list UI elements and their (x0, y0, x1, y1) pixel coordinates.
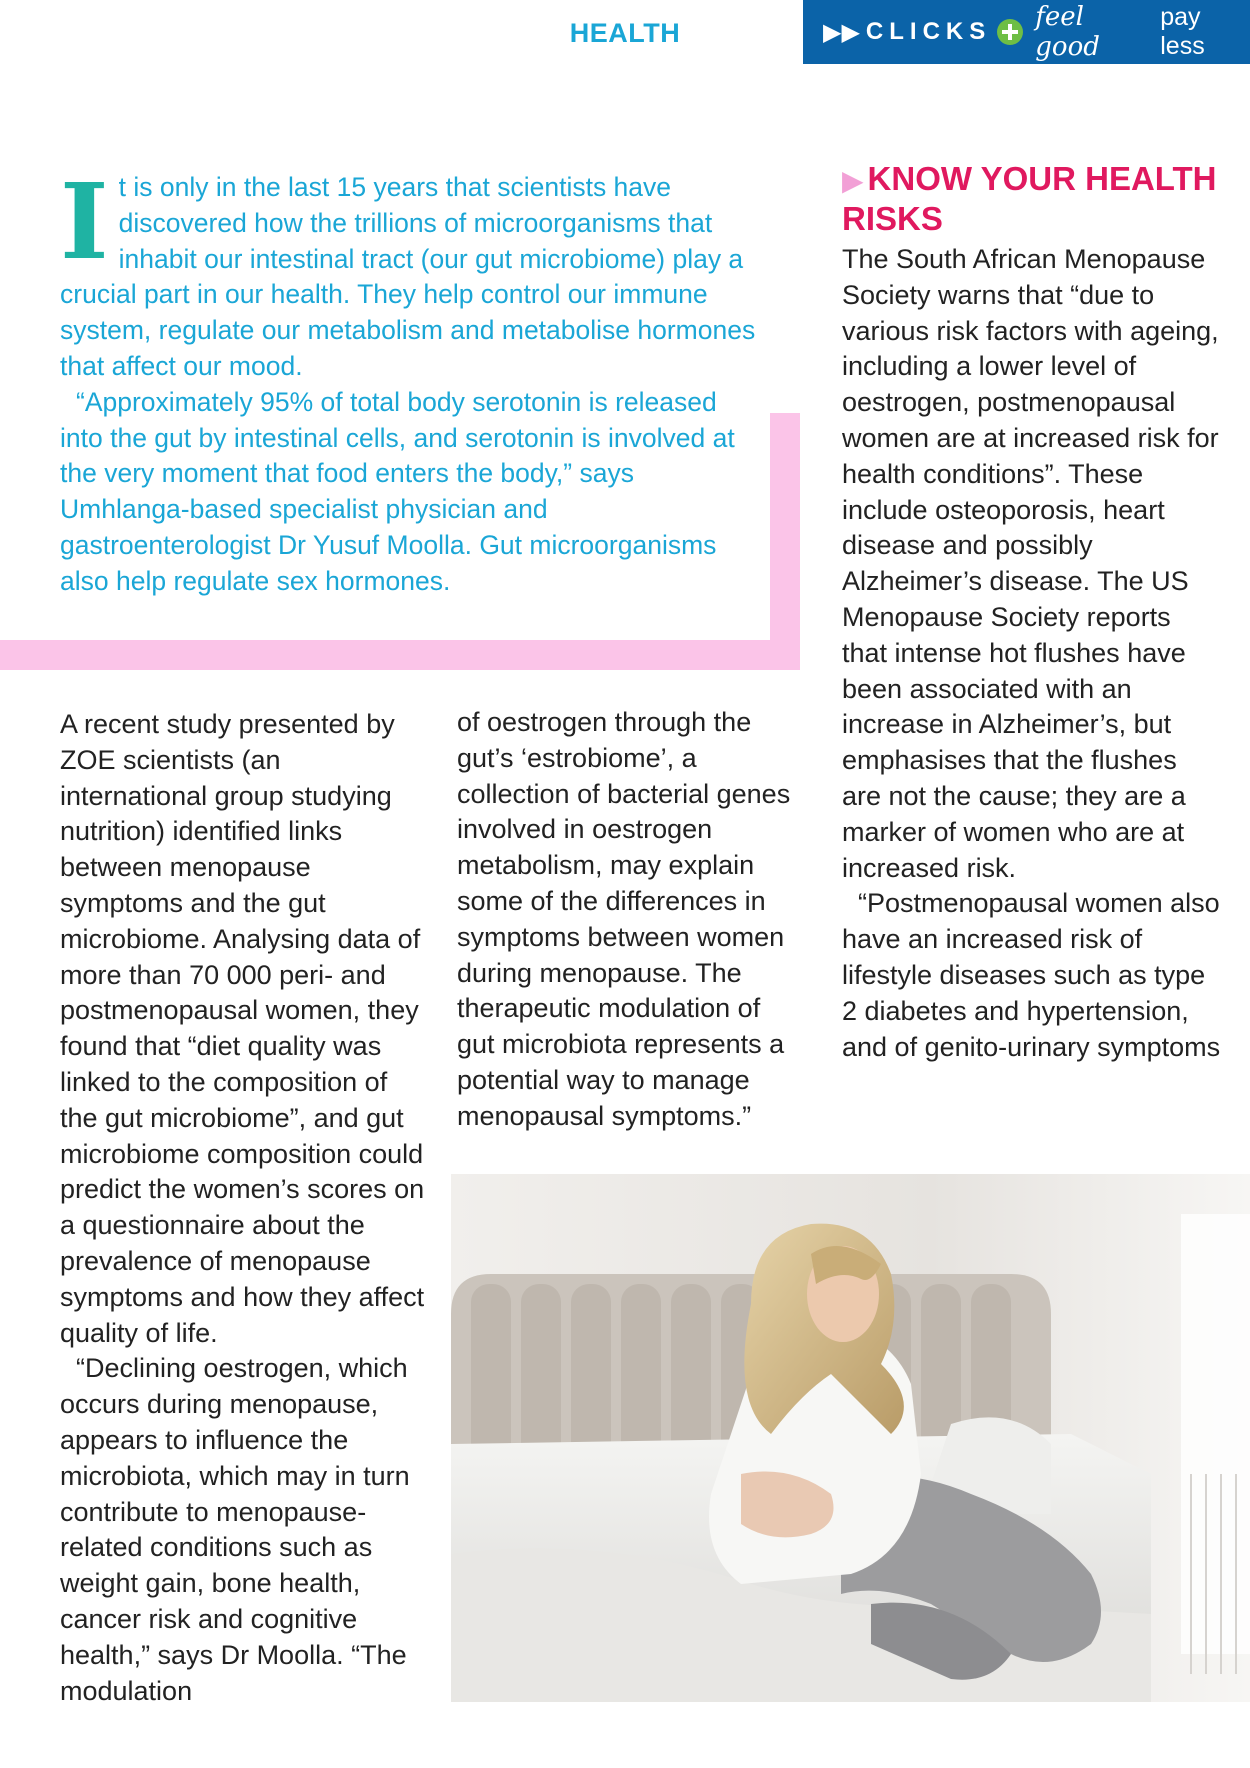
woman-stomach-pain-photo (451, 1174, 1250, 1702)
brand-tagline: pay less (1160, 3, 1205, 60)
pharmacy-cross-icon (997, 19, 1023, 45)
brand-tagline-script: feel good (1035, 2, 1100, 62)
brand-banner (803, 0, 1250, 64)
intro-paragraph-1 (60, 160, 760, 385)
column1-paragraph-1: A recent study presented by ZOE scientists (an international group studying nutrition) identified links between menopause symptoms and the gut microbiome. Analysing data of more than 70 000 peri- and postmenopausal women, they found that “diet quality was linked to the composition of the gut microbiome”, and gut microbiome composition could predict the women’s scores on a questionnaire about the prevalence of menopause symptoms and how they affect quality of life. (60, 709, 425, 1348)
pink-frame-horizontal (0, 640, 800, 670)
pink-frame-vertical (770, 413, 800, 670)
intro-paragraph-2: “Approximately 95% of total body serotonin is released into the gut by intestinal cells, and serotonin is involved at the very moment that food enters the body,” says Umhlanga-based specialist physician and gastroenterologist Dr Yusuf Moolla. Gut microorganisms also help regulate sex hormones. (60, 386, 735, 596)
body-column-2 (457, 705, 802, 1135)
column2-paragraph-1: of oestrogen through the gut’s ‘estrobiome’, a collection of bacterial genes involved in oestrogen metabolism, may explain some of the differences in symptoms between women during menopause. The therapeutic modulation of gut microbiota represents a potential way to manage menopausal symptoms.” (457, 707, 791, 1131)
column1-paragraph-2: “Declining oestrogen, which occurs during menopause, appears to influence the microbiota, which may in turn contribute to menopause-related conditions such as weight gain, bone health, cancer risk and cognitive health,” says Dr Moolla. “The modulation (60, 1353, 410, 1706)
sidebar-paragraph-2: “Postmenopausal women also have an increased risk of lifestyle diseases such as type 2 diabetes and hypertension, and of genito-urinary symptoms (842, 888, 1221, 1062)
sidebar-heading (842, 160, 1250, 238)
arrow-right-icon: ▶ (842, 165, 864, 196)
brand-name: CLICKS (865, 18, 992, 45)
brand-mark-icon: ▶▶ (823, 18, 860, 46)
photo-illustration (451, 1174, 1250, 1702)
clicks-logo (823, 18, 1023, 47)
intro-text (60, 160, 760, 600)
sidebar-heading-text: KNOW YOUR HEALTH RISKS (842, 160, 1217, 237)
sidebar-column (842, 242, 1222, 1065)
body-column-1 (60, 707, 432, 1709)
intro-paragraph-1-text: t is only in the last 15 years that scientists have discovered how the trillions of microorganisms that inhabit our intestinal tract (our gut microbiome) play a crucial part in our health. They help control our immune system, regulate our metabolism and metabolise hormones that affect our mood. (60, 172, 756, 381)
drop-cap: I (60, 160, 109, 283)
sidebar-paragraph-1: The South African Menopause Society warns that “due to various risk factors with ageing, including a lower level of oestrogen, postmenopausal women are at increased risk for health conditions”. These include osteoporosis, heart disease and possibly Alzheimer’s disease. The US Menopause Society reports that intense hot flushes have been associated with an increase in Alzheimer’s, but emphasises that the flushes are not the cause; they are a marker of women who are at increased risk. (842, 244, 1219, 883)
section-label: HEALTH (569, 18, 681, 48)
